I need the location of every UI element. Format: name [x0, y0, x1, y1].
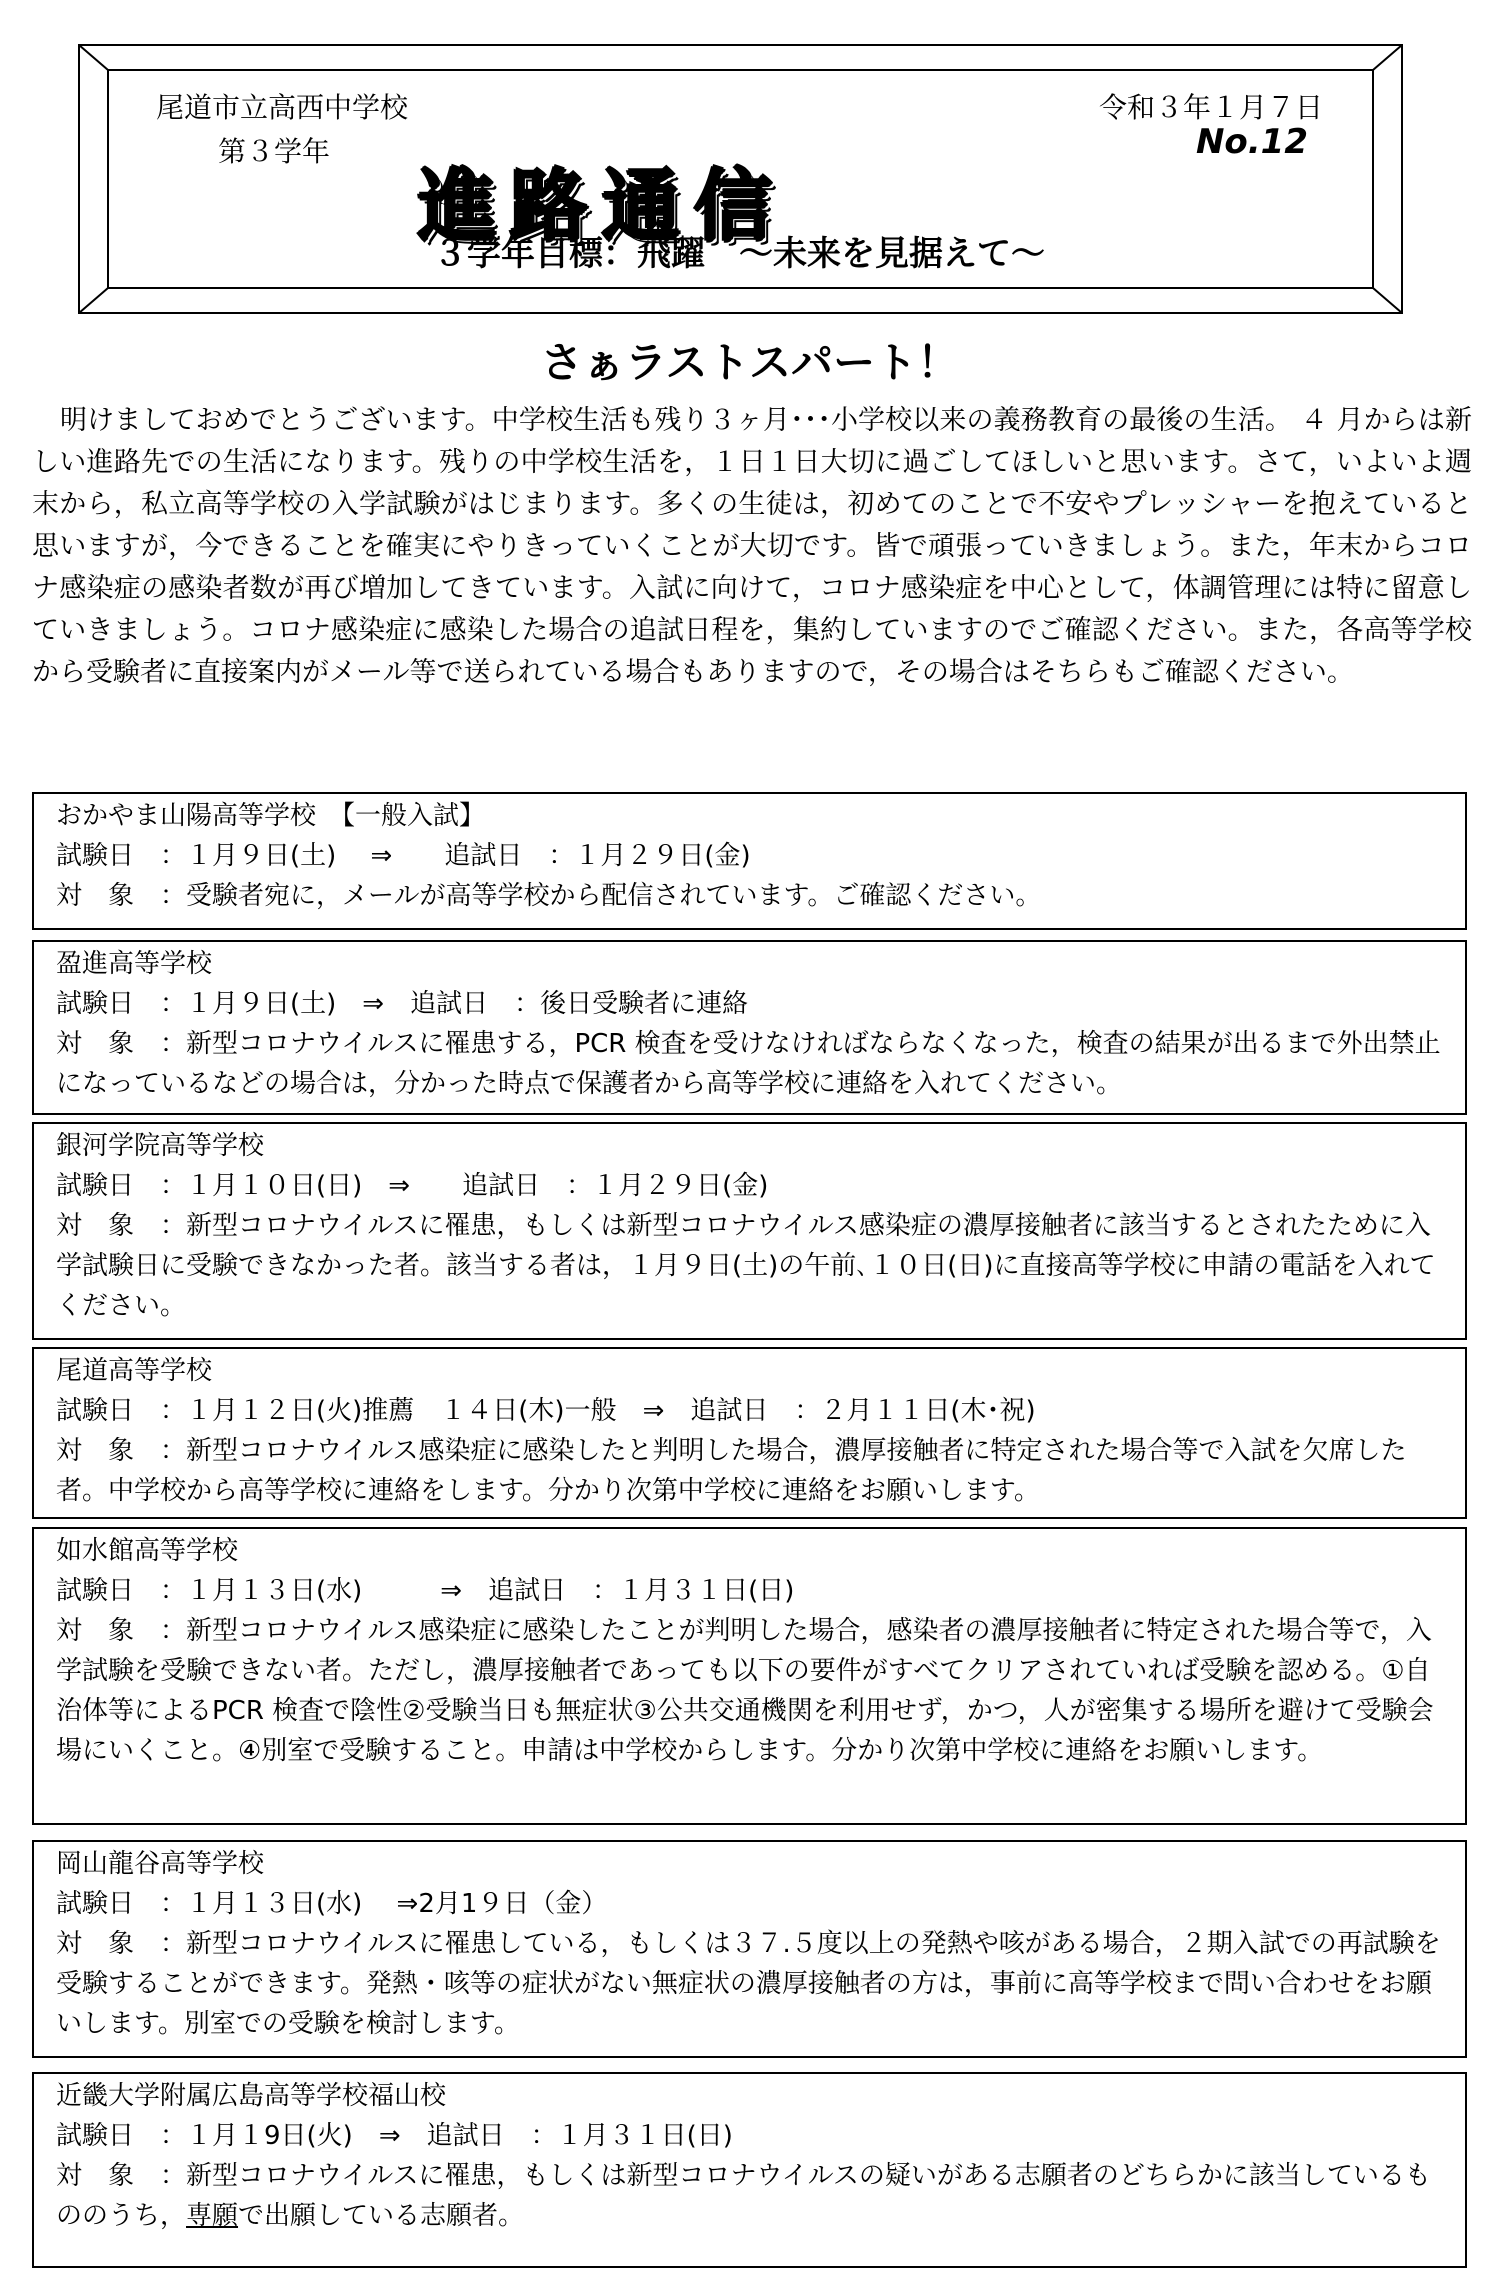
school-box-exam: 試験日 ：１月９日(土) ⇒ 追試日 ：後日受験者に連絡: [56, 989, 749, 1019]
header-frame: [78, 44, 1403, 314]
school-box-eishin: [32, 940, 1467, 1115]
school-box-target: 対 象 ：新型コロナウイルス感染症に感染したことが判明した場合，感染者の濃厚接触者に特定された場合等で，入学試験を受験できない者。ただし，濃厚接触者であっても以下の要件がすべてクリアされていれば受験を認める。①自治体等によるPCR 検査で陰性②受験当日も無症状③公共交通機関を利用せず，かつ，人が密集する場所を避けて受験会場にいくこと。④別室で受験すること。申請は中学校からします。分かり次第中学校に連絡をお願いします。: [56, 1616, 1434, 1766]
school-box-okayama-ryukoku: [32, 1840, 1467, 2058]
issue-date: 令和３年１月７日: [1098, 91, 1323, 124]
school-box-name: 尾道高等学校: [56, 1356, 213, 1386]
issue-number: No.12: [1195, 122, 1308, 162]
school-box-exam: 試験日 ：１月９日(土) ⇒ 追試日 ：１月２９日(金): [56, 841, 751, 871]
school-box-onomichi: [32, 1347, 1467, 1519]
school-box-exam: 試験日 ：１月１０日(日) ⇒ 追試日 ：１月２９日(金): [56, 1171, 769, 1201]
target-text-pre: 対 象 ：新型コロナウイルスに罹患，もしくは新型コロナウイルスの疑いがある志願者のどちらかに該当しているもののうち，: [56, 2161, 1431, 2231]
target-text-underlined: 専願: [186, 2201, 239, 2231]
school-box-name: 岡山龍谷高等学校: [56, 1849, 265, 1879]
school-box-name: 近畿大学附属広島高等学校福山校: [56, 2081, 447, 2111]
school-box-exam: 試験日 ：１月１３日(水) ⇒2月1９日（金）: [56, 1889, 608, 1919]
grade-label: 第３学年: [218, 135, 331, 168]
school-box-ginga: [32, 1122, 1467, 1340]
school-box-josuikan: [32, 1527, 1467, 1825]
school-box-target: 対 象 ：受験者宛に，メールが高等学校から配信されています。ご確認ください。: [56, 881, 1042, 911]
newsletter-title: 進路通信: [418, 162, 787, 252]
school-box-name: 如水館高等学校: [56, 1536, 239, 1566]
school-box-name: 銀河学院高等学校: [56, 1131, 265, 1161]
school-box-target: 対 象 ：新型コロナウイルス感染症に感染したと判明した場合，濃厚接触者に特定された場合等で入試を欠席した者。中学校から高等学校に連絡をします。分かり次第中学校に連絡をお願いします。: [56, 1436, 1407, 1506]
school-box-kindai-fukuyama: [32, 2072, 1467, 2268]
intro-paragraph: 明けましておめでとうございます。中学校生活も残り３ヶ月･･･小学校以来の義務教育の最後の生活。 ４ 月からは新しい進路先での生活になります。残りの中学校生活を，１日１日大切に過ごしてほしいと思います。さて，いよいよ週末から，私立高等学校の入学試験がはじまります。多くの生徒は，初めてのことで不安やプレッシャーを抱えていると思いますが，今できることを確実にやりきっていくことが大切です。皆で頑張っていきましょう。また，年末からコロナ感染症の感染者数が再び増加してきています。入試に向けて，コロナ感染症を中心として，体調管理には特に留意していきましょう。コロナ感染症に感染した場合の追試日程を，集約していますのでご確認ください。また，各高等学校から受験者に直接案内がメール等で送られている場合もありますので，その場合はそちらもご確認ください。: [32, 405, 1472, 688]
school-box-name: 盈進高等学校: [56, 949, 213, 979]
grade-goal: ３学年目標：飛躍 ～未来を見据えて～: [433, 234, 1045, 274]
school-box-target: 対 象 ：新型コロナウイルスに罹患する，PCR 検査を受けなければならなくなった，検査の結果が出るまで外出禁止になっているなどの場合は，分かった時点で保護者から高等学校に連絡を入れてください。: [56, 1029, 1441, 1099]
section-heading: さぁラストスパート！: [540, 338, 960, 387]
school-box-name: おかやま山陽高等学校 【一般入試】: [56, 801, 486, 831]
school-name: 尾道市立高西中学校: [156, 91, 409, 124]
school-box-okayama-sanyo: [32, 792, 1467, 930]
school-box-exam: 試験日 ：１月１２日(火)推薦 １４日(木)一般 ⇒ 追試日 ：２月１１日(木･祝): [56, 1396, 1036, 1426]
school-box-target: [56, 2156, 1443, 2236]
school-box-target: 対 象 ：新型コロナウイルスに罹患している，もしくは３７.５度以上の発熱や咳がある場合，２期入試での再試験を受験することができます。発熱・咳等の症状がない無症状の濃厚接触者の方は，事前に高等学校まで問い合わせをお願いします。別室での受験を検討します。: [56, 1929, 1441, 2039]
school-box-target: 対 象 ：新型コロナウイルスに罹患，もしくは新型コロナウイルス感染症の濃厚接触者に該当するとされたために入学試験日に受験できなかった者。該当する者は，１月９日(土)の午前､１０日(日)に直接高等学校に申請の電話を入れてください。: [56, 1211, 1436, 1321]
target-text-post: で出願している志願者。: [238, 2201, 525, 2231]
school-box-exam: 試験日 ：１月１３日(水) ⇒ 追試日 ：１月３１日(日): [56, 1576, 795, 1606]
school-box-exam: 試験日 ：１月１9日(火) ⇒ 追試日 ：１月３１日(日): [56, 2121, 733, 2151]
